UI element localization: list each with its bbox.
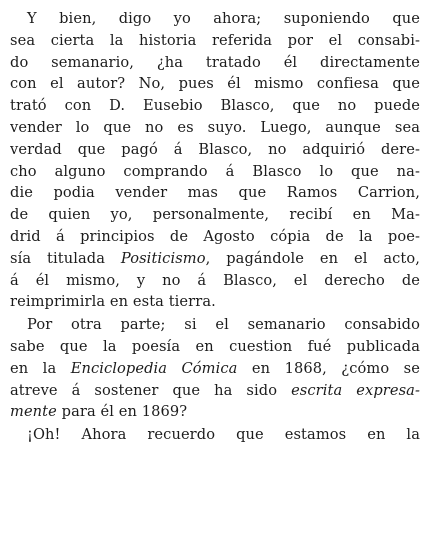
text-run: sía titulada	[10, 249, 121, 267]
text-line: de quien yo, personalmente, recibí en Ma-	[10, 206, 420, 224]
text-line: con el autor? No, pues él mismo confiesa que	[10, 75, 420, 93]
text-line: reimprimirla en esta tierra.	[10, 293, 216, 311]
text-line: á él mismo, y no á Blasco, el derecho de	[10, 271, 420, 289]
text-line	[10, 401, 420, 423]
italic-phrase: mente	[10, 403, 57, 421]
text-line	[10, 358, 420, 380]
text-run: , pagándole en el acto,	[205, 249, 420, 267]
poem-title: Positicismo	[120, 249, 206, 267]
text-line: Y bien, digo yo ahora; suponiendo que	[27, 10, 420, 27]
text-line: ¡Oh! Ahora recuerdo que estamos en la	[27, 426, 420, 444]
text-line	[10, 248, 420, 270]
text-line: verdad que pagó á Blasco, no adquirió dere-	[10, 140, 420, 158]
paragraph-2	[10, 314, 420, 423]
text-run: en 1868, ¿cómo se	[237, 359, 420, 377]
text-line: Por otra parte; si el semanario consabido	[27, 316, 420, 334]
text-line: sea cierta la historia referida por el consabi-	[10, 31, 420, 49]
document-page	[10, 8, 420, 446]
text-line: vender lo que no es suyo. Luego, aunque sea	[10, 118, 420, 136]
text-line	[10, 380, 420, 402]
text-line: cho alguno comprando á Blasco lo que na-	[10, 162, 420, 180]
text-line: die podia vender mas que Ramos Carrion,	[10, 184, 420, 202]
paragraph-3	[10, 424, 420, 446]
text-run: para él en 1869?	[56, 403, 188, 421]
text-line: do semanario, ¿ha tratado él directamente	[10, 53, 420, 71]
italic-phrase: escrita expresa-	[291, 381, 420, 399]
paragraph-1	[10, 8, 420, 313]
text-line: sabe que la poesía en cuestion fué publicada	[10, 337, 420, 355]
text-run: en la	[10, 359, 71, 377]
text-line: trató con D. Eusebio Blasco, que no puede	[10, 97, 420, 115]
publication-title: Enciclopedia Cómica	[70, 359, 238, 377]
text-line: drid á principios de Agosto cópia de la poe-	[10, 227, 420, 245]
text-run: atreve á sostener que ha sido	[10, 381, 292, 399]
